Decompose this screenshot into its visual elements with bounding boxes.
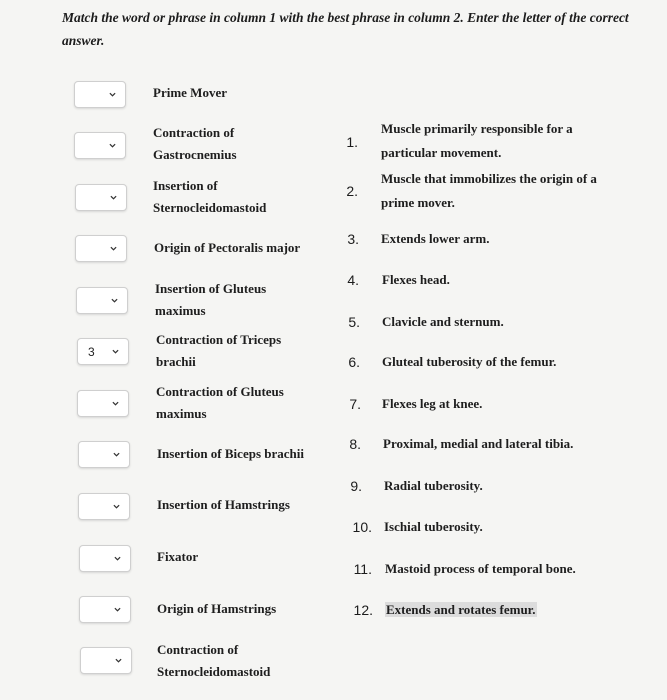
answer-number-9: 9. [350,478,362,494]
chevron-down-icon [109,142,116,149]
chevron-down-icon [112,400,119,407]
answer-text-7: Flexes leg at knee. [382,396,483,411]
term-7: Contraction of Gluteus maximus [156,384,284,421]
answer-number-6: 6. [348,354,360,370]
highlighted-text: Extends and rotates femur. [386,602,536,617]
answer-select-4[interactable] [75,235,127,262]
answer-number-3: 3. [347,231,359,247]
term-9: Insertion of Hamstrings [157,497,290,512]
term-12: Contraction of Sternocleidomastoid [157,642,271,679]
chevron-down-icon [109,91,116,98]
answer-text-10: Ischial tuberosity. [384,519,483,534]
answer-number-12: 12. [353,602,373,618]
answer-number-4: 4. [347,272,359,288]
term-3: Insertion of Sternocleidomastoid [153,178,267,215]
term-8: Insertion of Biceps brachii [157,446,304,461]
answer-text-1: Muscle primarily responsible for a particular movement. [381,121,573,160]
chevron-down-icon [113,451,120,458]
answer-text-11: Mastoid process of temporal bone. [385,561,576,576]
answer-select-7[interactable] [77,390,129,417]
answer-text-8: Proximal, medial and lateral tibia. [383,436,574,451]
answer-select-8[interactable] [78,441,130,468]
answer-select-2[interactable] [74,132,126,159]
answer-text-4: Flexes head. [382,272,450,287]
answer-select-3[interactable] [75,184,127,211]
chevron-down-icon [110,194,117,201]
answer-select-11[interactable] [79,596,131,623]
chevron-down-icon [114,555,121,562]
chevron-down-icon [113,503,120,510]
answer-text-2: Muscle that immobilizes the origin of a prime mover. [381,171,597,210]
answer-number-7: 7. [349,396,361,412]
answer-text-9: Radial tuberosity. [384,478,483,493]
answer-number-11: 11. [353,561,372,577]
term-5: Insertion of Gluteus maximus [155,281,267,318]
answer-text-5: Clavicle and sternum. [382,314,504,329]
term-11: Origin of Hamstrings [157,601,277,616]
answer-select-6[interactable] [77,338,129,365]
chevron-down-icon [115,657,122,664]
answer-select-5[interactable] [76,287,128,314]
selected-value: 3 [88,345,95,359]
instructions: Match the word or phrase in column 1 with the best phrase in column 2. Enter the letter of the correct answer. [62,10,629,48]
answer-select-1[interactable] [74,81,126,108]
chevron-down-icon [112,348,119,355]
answer-text-3: Extends lower arm. [381,231,490,246]
answer-number-2: 2. [346,183,358,199]
answer-number-10: 10. [352,519,372,535]
answer-select-10[interactable] [79,545,131,572]
answer-select-12[interactable] [80,647,132,674]
term-6: Contraction of Triceps brachii [156,332,282,369]
term-2: Contraction of Gastrocnemius [153,125,237,162]
chevron-down-icon [114,606,121,613]
answer-select-9[interactable] [78,493,130,520]
answer-number-1: 1. [346,134,358,150]
term-4: Origin of Pectoralis major [154,240,301,255]
answer-text-6: Gluteal tuberosity of the femur. [382,354,557,369]
term-1: Prime Mover [153,85,227,100]
chevron-down-icon [110,245,117,252]
term-10: Fixator [157,549,199,564]
answer-number-8: 8. [349,436,361,452]
answer-text-12 [385,598,655,622]
answer-number-5: 5. [348,314,360,330]
chevron-down-icon [111,297,118,304]
